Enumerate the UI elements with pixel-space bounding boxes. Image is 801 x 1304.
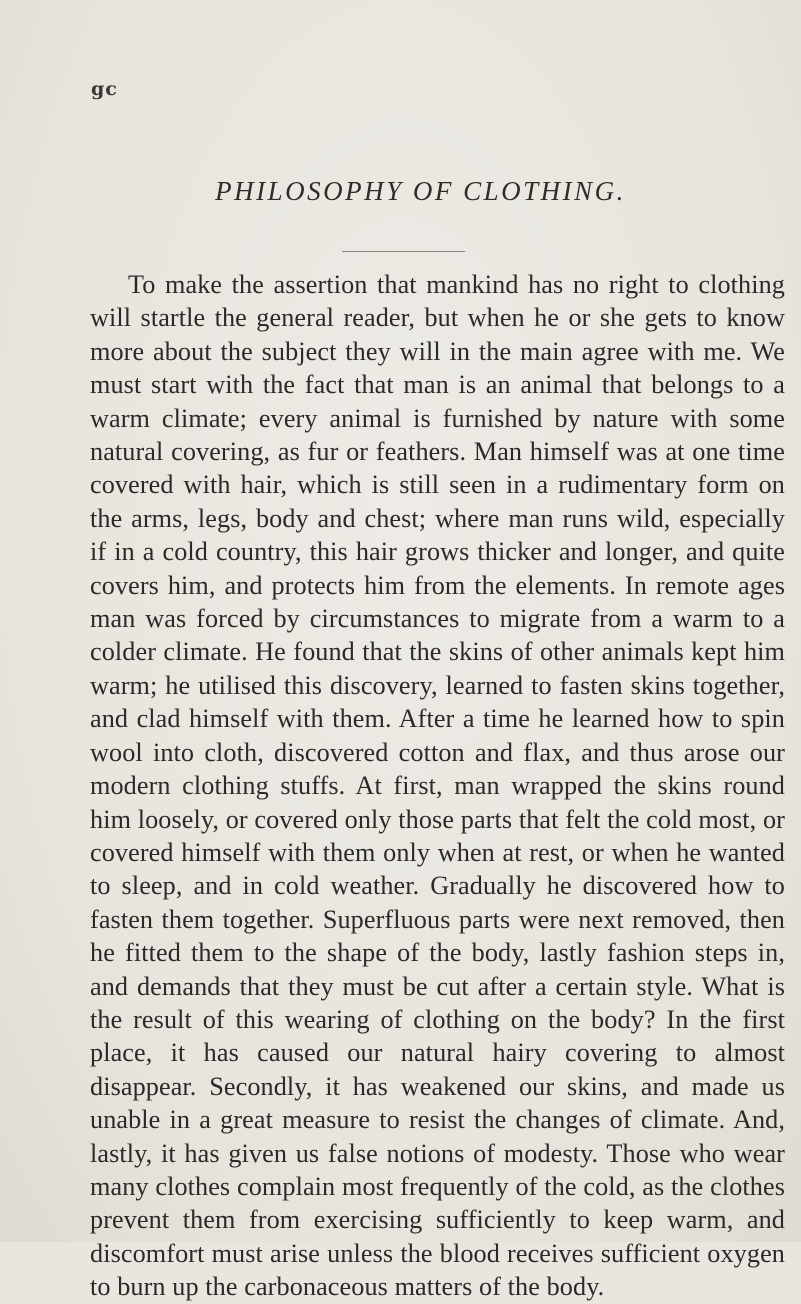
chapter-title: PHILOSOPHY OF CLOTHING. [215,176,626,206]
body-paragraph: To make the assertion that mankind has no right to clothing will startle the general reader, but when he or she gets to know more about the subject they will in the main agree with me. We must start with the fact that man is an animal that belongs to a warm climate; every animal is furnished by nature with some natural covering, as fur or feathers. Man himself was at one time covered with hair, which is still seen in a rudimentary form on the arms, legs, body and chest; where man runs wild, especially if in a cold country, this hair grows thicker and longer, and quite covers him, and protects him from the elements. In remote ages man was forced by circumstances to migrate from a warm to a colder climate. He found that the skins of other animals kept him warm; he utilised this discovery, learned to fasten skins together, and clad himself with them. After a time he learned how to spin wool into cloth, discovered cotton and flax, and thus arose our modern clothing stuffs. At first, man wrapped the skins round him loosely, or covered only those parts that felt the cold most, or covered himself with them only when at rest, or when he wanted to sleep, and in cold weather. Gradually he discovered how to fasten them together. Superfluous parts were next removed, then he fitted them to the shape of the body, lastly fashion steps in, and demands that they must be cut after a certain style. What is the result of this wearing of clothing on the body? In the first place, it has caused our natural hairy covering to almost disappear. Secondly, it has weakened our skins, and made us unable in a great measure to resist the changes of climate. And, lastly, it has given us false notions of modesty. Those who wear many clothes complain most frequently of the cold, as the clothes prevent them from exercising sufficiently to keep warm, and discomfort must arise unless the blood receives sufficient oxygen to burn up the carbonaceous matters of the body. [90,270,785,1302]
title-divider [342,251,465,252]
page-mark: gc [91,78,118,100]
